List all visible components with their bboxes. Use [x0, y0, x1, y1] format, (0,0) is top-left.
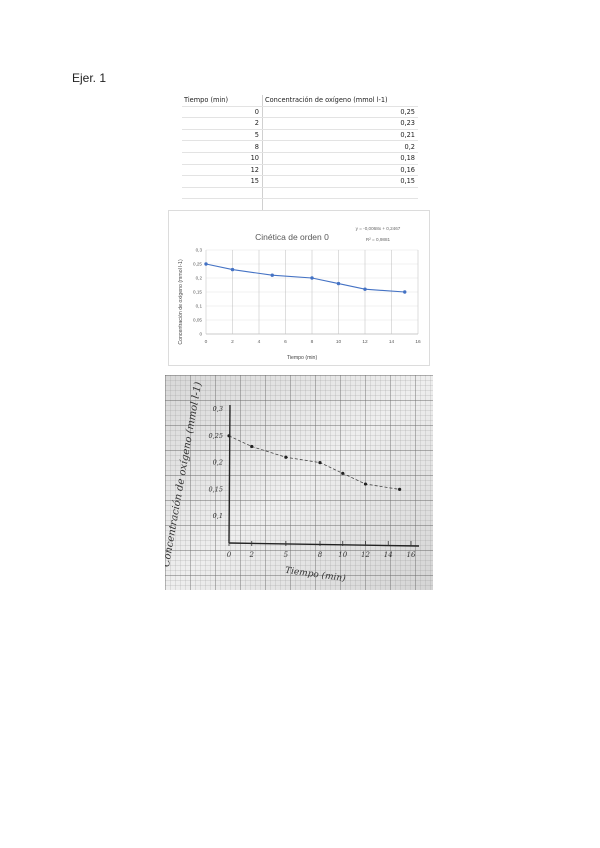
excel-chart-svg: [168, 210, 430, 366]
handdrawn-x-tick: 2: [249, 551, 254, 559]
cell-concentration: 0,25: [263, 106, 419, 118]
cell-time: 12: [182, 164, 263, 176]
x-tick-label: 6: [284, 340, 287, 345]
handdrawn-x-tick: 16: [406, 551, 416, 559]
data-point: [337, 282, 340, 285]
y-tick-label: 0,3: [195, 247, 202, 253]
cell-time: 5: [182, 129, 263, 141]
table-row: [182, 118, 418, 130]
table-row: [182, 164, 418, 176]
handdrawn-y-tick: 0,15: [208, 485, 223, 494]
x-tick-label: 10: [335, 340, 342, 345]
page-heading: Ejer. 1: [72, 71, 107, 85]
x-tick-label: 0: [204, 340, 208, 345]
handdrawn-y-tick: 0,2: [212, 458, 223, 467]
r-squared-label: R² = 0,9881: [365, 237, 391, 242]
handdrawn-point: [398, 488, 401, 491]
trendline-equation: y = -0,0068x + 0,2467: [355, 226, 401, 231]
table-row: [182, 129, 418, 141]
y-tick-label: 0,05: [193, 317, 202, 323]
handdrawn-point: [364, 482, 367, 485]
handdrawn-point: [227, 434, 230, 437]
cell-concentration: 0,21: [263, 129, 419, 141]
handdrawn-x-tick: 5: [283, 551, 289, 559]
table-row: [182, 141, 418, 153]
x-tick-label: 16: [415, 340, 421, 345]
data-point: [363, 288, 366, 291]
handdrawn-point: [318, 461, 321, 464]
data-point: [310, 276, 313, 279]
table-row: [182, 152, 418, 164]
handdrawn-y-tick: 0,1: [212, 512, 223, 521]
y-tick-label: 0: [199, 331, 202, 337]
y-axis-label: Concentración de oxígeno (mmol l-1): [178, 259, 184, 345]
data-point: [231, 268, 234, 271]
handdrawn-point: [284, 456, 287, 459]
data-point: [271, 274, 274, 277]
y-tick-label: 0,25: [193, 261, 202, 267]
table-row: [182, 176, 418, 188]
handdrawn-x-label: Tiempo (min): [284, 565, 347, 585]
y-tick-label: 0,15: [193, 289, 202, 295]
data-point: [204, 262, 207, 265]
handdrawn-x-tick: 12: [361, 551, 370, 559]
handdrawn-x-tick: 14: [383, 551, 393, 559]
data-table: [182, 95, 418, 223]
cell-concentration: 0,18: [263, 152, 419, 164]
x-tick-label: 8: [310, 340, 314, 345]
header-concentration: Concentración de oxígeno (mmol l-1): [263, 95, 419, 106]
data-point: [403, 290, 406, 293]
handdrawn-x-tick: 10: [338, 551, 348, 559]
handdrawn-y-label: Concentración de oxígeno (mmol l-1): [165, 381, 205, 568]
empty-row: [182, 199, 418, 211]
handdrawn-point: [250, 445, 253, 448]
handdrawn-x-tick: 8: [317, 551, 323, 559]
handdrawn-y-axis: [229, 405, 230, 543]
handdrawn-graph-svg: [165, 375, 433, 590]
cell-time: 15: [182, 176, 263, 188]
cell-concentration: 0,23: [263, 118, 419, 130]
handdrawn-point: [341, 472, 344, 475]
graph-paper-grid: [165, 375, 433, 590]
table-row: [182, 106, 418, 118]
chart-title: Cinética de orden 0: [255, 232, 329, 242]
handdrawn-y-tick: 0,25: [208, 431, 223, 440]
x-tick-label: 4: [257, 340, 261, 345]
handdrawn-x-tick: 0: [226, 551, 232, 559]
y-tick-label: 0,1: [195, 303, 202, 309]
y-tick-label: 0,2: [195, 275, 202, 281]
handdrawn-graph-photo: [165, 375, 433, 590]
x-tick-label: 14: [388, 340, 395, 345]
cell-concentration: 0,15: [263, 176, 419, 188]
empty-row: [182, 187, 418, 199]
cell-time: 2: [182, 118, 263, 130]
x-tick-label: 12: [362, 340, 368, 345]
cell-concentration: 0,2: [263, 141, 419, 153]
cell-time: 10: [182, 152, 263, 164]
cell-time: 8: [182, 141, 263, 153]
cell-concentration: 0,16: [263, 164, 419, 176]
excel-chart: [168, 210, 430, 366]
table-header-row: [182, 95, 418, 106]
handdrawn-y-tick: 0,3: [212, 405, 223, 413]
cell-time: 0: [182, 106, 263, 118]
x-axis-label: Tiempo (min): [286, 355, 318, 361]
x-tick-label: 2: [231, 340, 234, 345]
header-time: Tiempo (min): [182, 95, 263, 106]
